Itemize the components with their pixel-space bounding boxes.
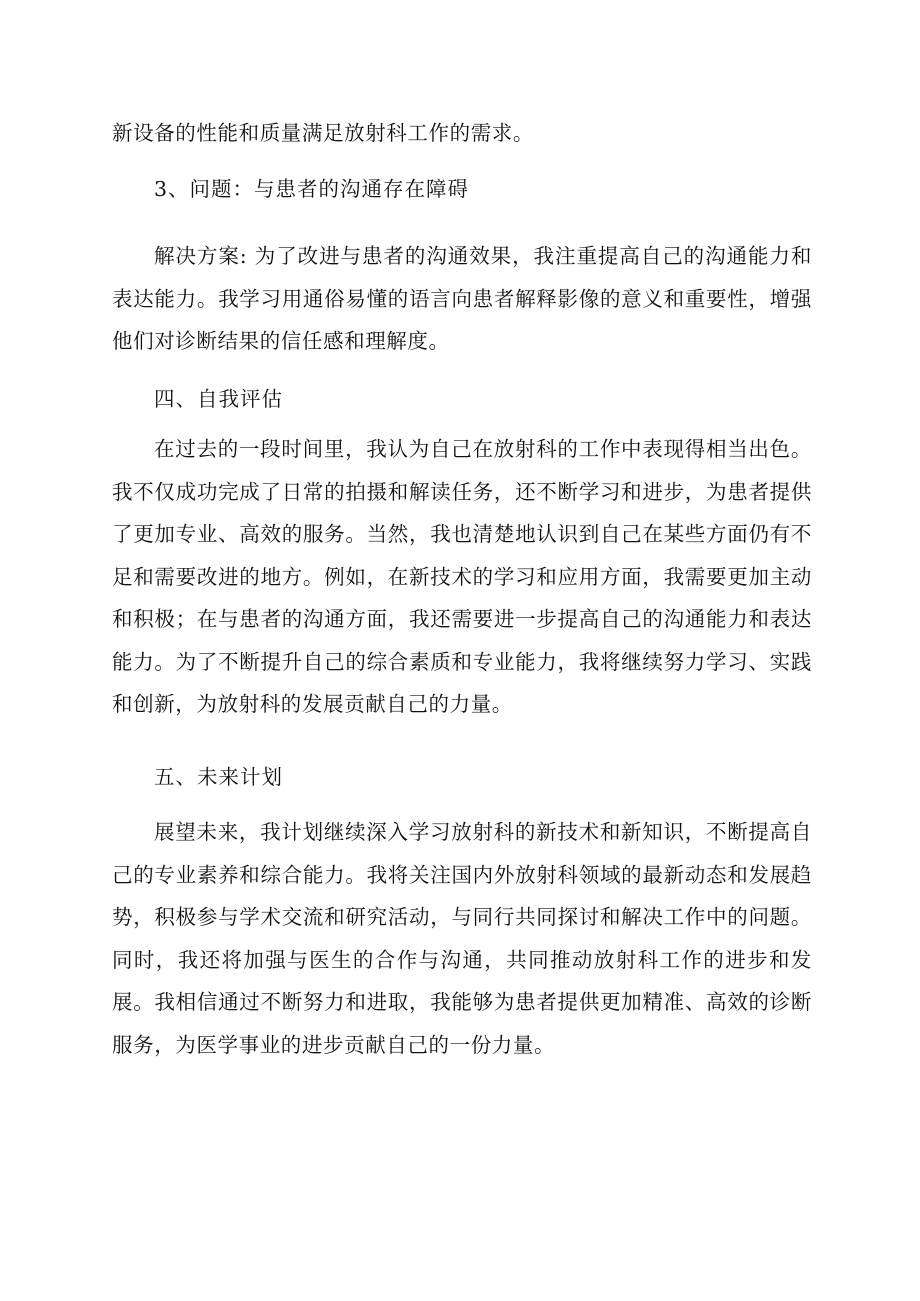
paragraph-continuation: 新设备的性能和质量满足放射科工作的需求。 (112, 121, 534, 145)
future-plan-paragraph: 展望未来，我计划继续深入学习放射科的新技术和新知识，不断提高自己的专业素养和综合能力。我将关注国内外放射科领域的最新动态和发展趋势，积极参与学术交流和研究活动，与同行共同探讨和解决工作中的问题。同时，我还将加强与医生的合作与沟通，共同推动放射科工作的进步和发展。我相信通过不断努力和进取，我能够为患者提供更加精准、高效的诊断服务，为医学事业的进步贡献自己的一份力量。 (112, 820, 812, 1057)
future-plan-heading: 五、未来计划 (154, 765, 283, 789)
solution-paragraph: 解决方案: 为了改进与患者的沟通效果，我注重提高自己的沟通能力和表达能力。我学习用通俗易懂的语言向患者解释影像的意义和重要性，增强他们对诊断结果的信任感和理解度。 (112, 244, 812, 353)
problem-3-heading: 3、问题：与患者的沟通存在障碍 (154, 177, 470, 201)
self-evaluation-paragraph: 在过去的一段时间里，我认为自己在放射科的工作中表现得相当出色。我不仅成功完成了日常的拍摄和解读任务，还不断学习和进步，为患者提供了更加专业、高效的服务。当然，我也清楚地认识到自己在某些方面仍有不足和需要改进的地方。例如，在新技术的学习和应用方面，我需要更加主动和积极；在与患者的沟通方面，我还需要进一步提高自己的沟通能力和表达能力。为了不断提升自己的综合素质和专业能力，我将继续努力学习、实践和创新，为放射科的发展贡献自己的力量。 (112, 437, 812, 716)
self-evaluation-heading: 四、自我评估 (154, 387, 283, 411)
